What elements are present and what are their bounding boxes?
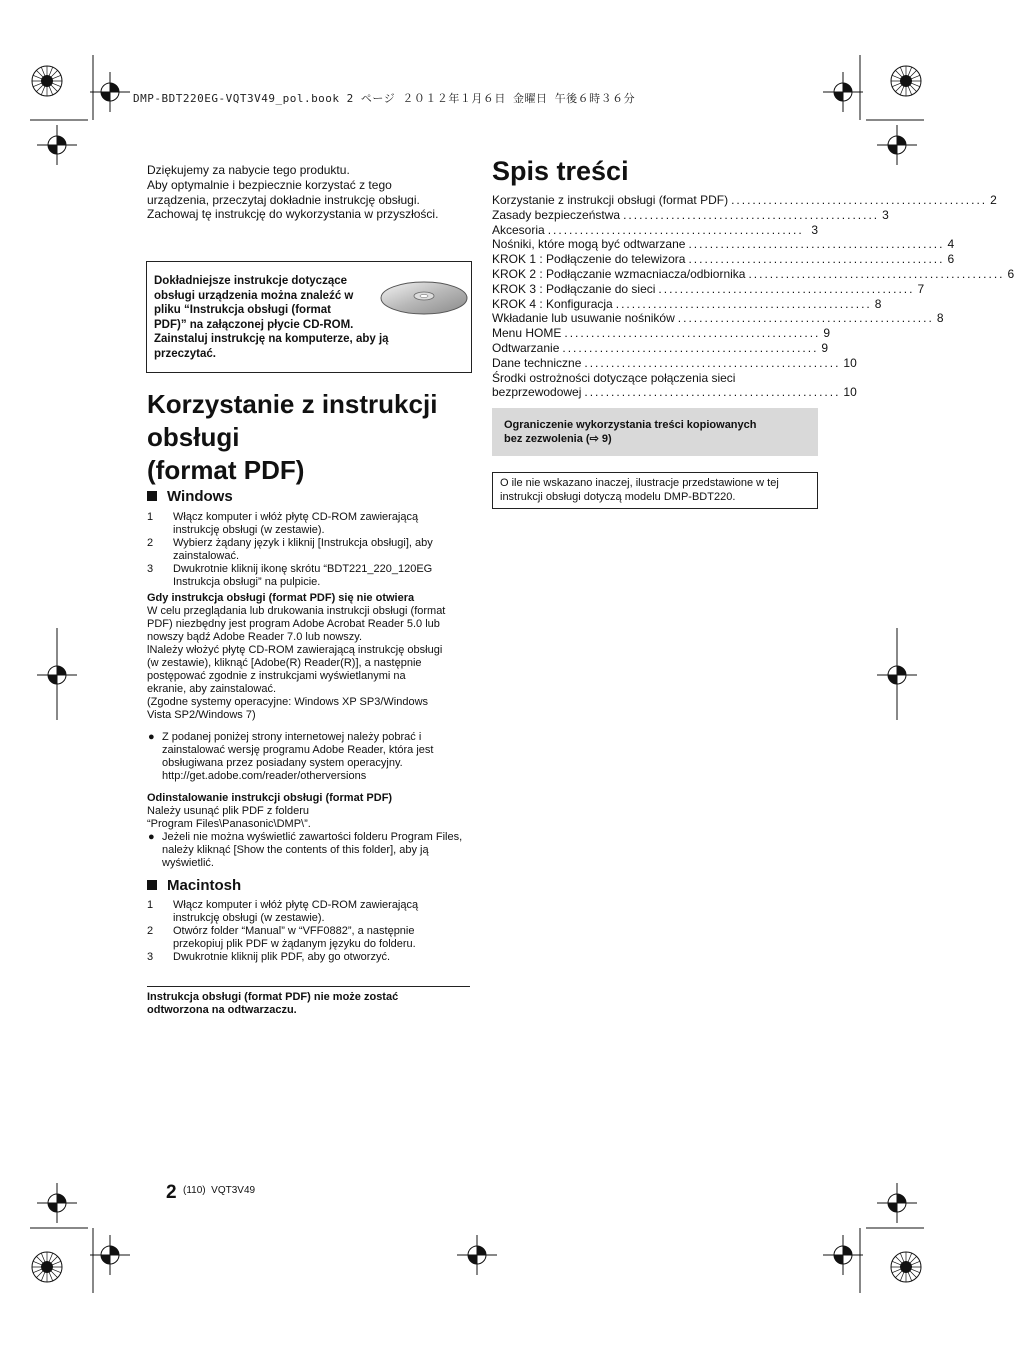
toc-label: Dane techniczne xyxy=(492,355,582,370)
restriction-line: bez zezwolenia (⇨ 9) xyxy=(504,433,612,445)
toc-page: 2 xyxy=(990,193,997,207)
toc-leader: ................................................ xyxy=(731,193,988,207)
toc-label: Środki ostrożności dotyczące połączenia sieci xyxy=(492,370,736,385)
toc-label: KROK 1 : Podłączenie do telewizora xyxy=(492,252,686,267)
page-number: 2 xyxy=(166,1182,177,1203)
toc-leader: ................................................ xyxy=(688,237,945,252)
pdf-playback-note xyxy=(147,991,470,1017)
adobe-url-link[interactable]: http://get.adobe.com/reader/otherversions xyxy=(162,770,367,782)
bullet-icon: ● xyxy=(148,831,155,843)
section-square-icon xyxy=(147,491,157,501)
list-item xyxy=(147,731,465,783)
toc-leader: ................................................ xyxy=(658,281,915,296)
intro-line: Zachowaj tę instrukcję do wykorzystania w przyszłości. xyxy=(147,207,439,222)
toc-label: Akcesoria xyxy=(492,222,545,237)
pdf-heading-line: obsługi xyxy=(147,422,240,452)
print-header-line: DMP-BDT220EG-VQT3V49_pol.book 2 ページ ２０１２年１月６日 金曜日 午後６時３６分 xyxy=(133,92,636,105)
step-text: Dwukrotnie kliknij plik PDF, aby go otworzyć. xyxy=(173,951,391,963)
note-line: odtworzona na odtwarzaczu. xyxy=(147,1004,297,1016)
toc-label: Wkładanie lub usuwanie nośników xyxy=(492,311,675,326)
uninstall-section xyxy=(147,792,472,831)
toc-leader: ................................................ xyxy=(584,355,841,370)
note-divider xyxy=(147,986,470,987)
trouble-line: ekranie, aby zainstalować. xyxy=(147,683,277,695)
table-of-contents xyxy=(492,193,1014,400)
uninstall-line: “Program Files\Panasonic\DMP\”. xyxy=(147,818,311,830)
toc-leader: ................................................ xyxy=(748,266,1005,281)
toc-row[interactable] xyxy=(492,266,1014,282)
intro-line: Dziękujemy za nabycie tego produktu. xyxy=(147,163,350,177)
trouble-line: (w zestawie), kliknąć [Adobe(R) Reader(R)], a następnie xyxy=(147,657,422,669)
toc-row[interactable] xyxy=(492,385,857,400)
toc-leader: ................................................ xyxy=(584,385,841,400)
adobe-download-note xyxy=(147,731,465,783)
toc-leader: ................................................ xyxy=(688,252,945,267)
toc-page: 9 xyxy=(821,340,829,355)
trouble-line: W celu przeglądania lub drukowania instrukcji obsługi (format xyxy=(147,605,446,617)
bullet-text: Jeżeli nie można wyświetlić zawartości folderu Program Files, należy kliknąć [Show the contents of this folder], aby ją wyświetlić. xyxy=(162,831,463,869)
toc-row[interactable] xyxy=(492,252,955,267)
model-note-line: instrukcji obsługi dotyczą modelu DMP-BDT220. xyxy=(500,490,736,503)
macintosh-heading-text: Macintosh xyxy=(167,877,242,894)
restriction-line: Ograniczenie wykorzystania treści kopiowanych xyxy=(504,419,757,431)
model-note-box xyxy=(492,472,818,509)
step-text: Włącz komputer i włóż płytę CD-ROM zawierającą instrukcję obsługi (w zestawie). xyxy=(173,511,419,536)
windows-heading-text: Windows xyxy=(167,488,233,505)
toc-label: KROK 4 : Konfiguracja xyxy=(492,296,613,311)
toc-row[interactable] xyxy=(492,193,997,208)
cd-box-line: PDF)” na załączonej płycie CD-ROM. xyxy=(154,318,354,331)
toc-row[interactable] xyxy=(492,223,818,238)
step-number: 1 xyxy=(147,511,154,523)
section-square-icon xyxy=(147,880,157,890)
bullet-text: Z podanej poniżej strony internetowej należy pobrać i zainstalować wersję programu Adobe Reader, która jest obsługiwana przez posiadany system operacyjny. xyxy=(162,731,434,769)
list-item xyxy=(147,925,467,951)
toc-page: 8 xyxy=(936,311,944,326)
step-number: 2 xyxy=(147,537,154,549)
toc-leader: ................................................ xyxy=(562,340,819,355)
toc-page: 4 xyxy=(947,237,955,252)
pdf-heading-line: Korzystanie z instrukcji xyxy=(147,389,438,419)
bullet-icon: ● xyxy=(148,731,155,743)
list-item xyxy=(147,899,467,925)
intro-line: Aby optymalnie i bezpiecznie korzystać z tego xyxy=(147,177,392,192)
pdf-not-opening-title: Gdy instrukcja obsługi (format PDF) się nie otwiera xyxy=(147,592,415,604)
toc-leader: ................................................ xyxy=(623,207,880,222)
note-line: Instrukcja obsługi (format PDF) nie może zostać xyxy=(147,991,399,1003)
toc-row[interactable] xyxy=(492,281,925,297)
step-number: 3 xyxy=(147,951,154,963)
toc-label: Zasady bezpieczeństwa xyxy=(492,207,621,222)
toc-row[interactable] xyxy=(492,355,857,371)
pdf-manual-heading xyxy=(147,388,477,487)
toc-label: KROK 2 : Podłączanie wzmacniacza/odbiornika xyxy=(492,266,746,281)
model-note-line: O ile nie wskazano inaczej, ilustracje przedstawione w tej xyxy=(500,477,779,489)
trouble-line: postępować zgodnie z instrukcjami wyświetlanymi na xyxy=(147,670,406,682)
trouble-line: lNależy włożyć płytę CD-ROM zawierającą instrukcję obsługi xyxy=(147,644,443,656)
uninstall-line: Należy usunąć plik PDF z folderu xyxy=(147,805,310,817)
step-text: Otwórz folder “Manual” w “VFF0882”, a następnie przekopiuj plik PDF w żądanym języku do folderu. xyxy=(173,925,416,950)
step-text: Wybierz żądany język i kliknij [Instrukcja obsługi], aby zainstalować. xyxy=(173,537,433,562)
copy-restriction-box xyxy=(492,408,818,456)
step-number: 1 xyxy=(147,899,154,911)
toc-row-wrap-line xyxy=(492,371,818,386)
uninstall-title: Odinstalowanie instrukcji obsługi (format PDF) xyxy=(147,792,393,804)
show-folder-note xyxy=(147,831,469,870)
trouble-line: nowszy bądź Adobe Reader 7.0 lub nowszy. xyxy=(147,631,363,643)
cd-box-line: Dokładniejsze instrukcje dotyczące xyxy=(154,275,348,287)
trouble-line: PDF) niezbędny jest program Adobe Acrobat Reader 5.0 lub xyxy=(147,618,440,630)
toc-label: Nośniki, które mogą być odtwarzane xyxy=(492,237,686,252)
cd-box-line: pliku “Instrukcja obsługi (format xyxy=(154,304,331,317)
toc-leader: ................................................ xyxy=(564,326,821,341)
toc-row[interactable] xyxy=(492,326,831,341)
toc-label: Korzystanie z instrukcji obsługi (format PDF) xyxy=(492,193,729,207)
toc-row[interactable] xyxy=(492,311,944,326)
intro-line: urządzenia, przeczytaj dokładnie instrukcję obsługi. xyxy=(147,192,420,207)
toc-leader: ................................................ xyxy=(547,222,804,237)
toc-page: 9 xyxy=(823,326,831,341)
intro-text xyxy=(147,163,477,222)
list-item xyxy=(147,951,467,964)
cd-box-line: obsługi urządzenia można znaleźć w xyxy=(154,289,354,302)
step-text: Dwukrotnie kliknij ikonę skrótu “BDT221_220_120EG Instrukcja obsługi” na pulpicie. xyxy=(173,563,433,588)
toc-page: 6 xyxy=(947,252,955,267)
toc-label: bezprzewodowej xyxy=(492,385,582,400)
list-item xyxy=(147,511,467,537)
toc-page: 7 xyxy=(917,281,925,296)
toc-row[interactable] xyxy=(492,340,829,356)
toc-page: 3 xyxy=(882,207,889,222)
toc-row[interactable] xyxy=(492,237,955,252)
pdf-heading-line: (format PDF) xyxy=(147,455,305,485)
toc-label: Menu HOME xyxy=(492,326,562,341)
toc-row[interactable] xyxy=(492,296,882,312)
toc-label: Odtwarzanie xyxy=(492,340,560,355)
toc-page: 8 xyxy=(874,296,882,311)
list-item xyxy=(147,563,467,589)
list-item xyxy=(147,831,469,870)
pdf-not-opening-section xyxy=(147,592,472,722)
macintosh-steps xyxy=(147,899,467,964)
toc-page: 3 xyxy=(811,222,818,237)
trouble-line: Vista SP2/Windows 7) xyxy=(147,709,256,721)
toc-title: Spis treści xyxy=(492,156,629,186)
step-text: Włącz komputer i włóż płytę CD-ROM zawierającą instrukcję obsługi (w zestawie). xyxy=(173,899,419,924)
toc-leader: ................................................ xyxy=(615,296,872,311)
trouble-line: (Zgodne systemy operacyjne: Windows XP SP3/Windows xyxy=(147,696,429,708)
cd-box-line: Zainstaluj instrukcję na komputerze, aby ją xyxy=(154,333,389,346)
toc-label: KROK 3 : Podłączanie do sieci xyxy=(492,281,656,296)
toc-page: 10 xyxy=(843,385,857,400)
toc-leader: ................................................ xyxy=(677,311,934,326)
list-item xyxy=(147,537,467,563)
windows-section-heading xyxy=(147,488,233,505)
macintosh-section-heading xyxy=(147,877,241,894)
toc-page: 10 xyxy=(843,355,857,370)
windows-steps xyxy=(147,511,467,589)
toc-page: 6 xyxy=(1007,266,1014,281)
step-number: 3 xyxy=(147,563,154,575)
step-number: 2 xyxy=(147,925,154,937)
cd-rom-info-box xyxy=(146,261,472,373)
toc-row[interactable] xyxy=(492,207,889,223)
cd-box-line: przeczytać. xyxy=(154,347,217,360)
cd-rom-disc-icon xyxy=(379,279,469,317)
document-code: (110) VQT3V49 xyxy=(183,1185,256,1196)
